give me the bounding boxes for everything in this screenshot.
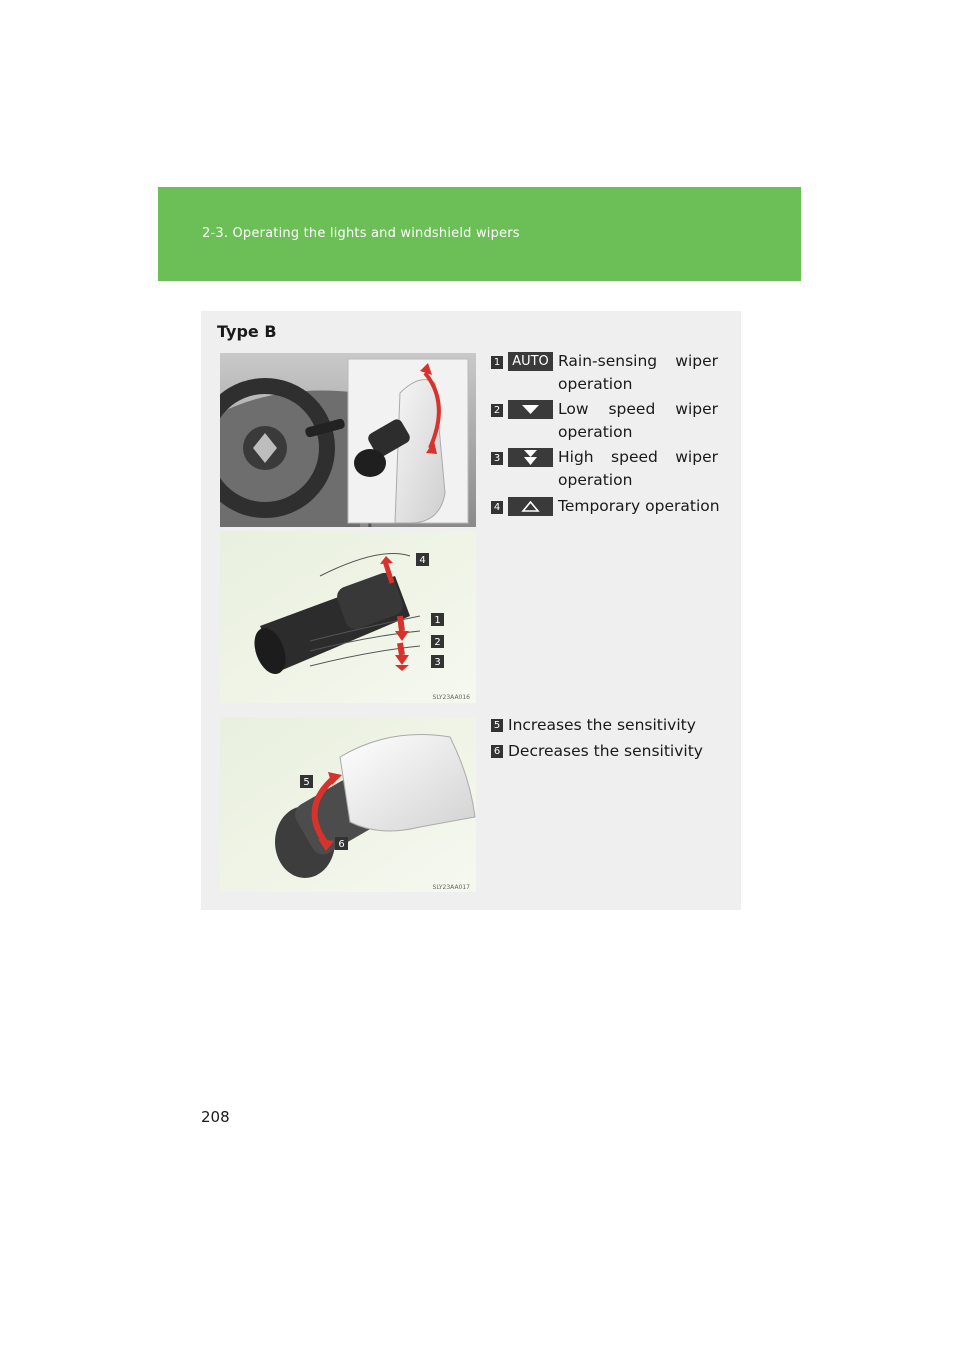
double-triangle-down-icon xyxy=(508,448,553,467)
sensitivity-ring-figure xyxy=(220,717,476,892)
auto-label: AUTO xyxy=(508,352,553,371)
item-description: Rain-sensing wiper operation xyxy=(558,352,718,393)
item-number: 6 xyxy=(491,745,503,758)
item-description: Increases the sensitivity xyxy=(508,716,696,734)
item-number: 4 xyxy=(491,501,503,514)
dashboard-figure xyxy=(220,353,476,527)
item-description: Low speed wiper operation xyxy=(558,400,718,441)
svg-text:6: 6 xyxy=(338,839,345,850)
item-number: 5 xyxy=(491,719,503,732)
item-description: Temporary operation xyxy=(558,497,720,515)
svg-text:2: 2 xyxy=(434,637,441,648)
item-number: 1 xyxy=(491,356,503,369)
item-number: 2 xyxy=(491,404,503,417)
lever-diagram-figure xyxy=(220,531,476,703)
svg-text:5: 5 xyxy=(303,777,310,788)
item-number: 3 xyxy=(491,452,503,465)
triangle-down-icon xyxy=(508,400,553,419)
page-number: 208 xyxy=(201,1108,230,1126)
svg-text:3: 3 xyxy=(434,657,441,668)
svg-text:1: 1 xyxy=(434,615,441,626)
section-title: 2-3. Operating the lights and windshield wipers xyxy=(202,226,520,241)
wiper-item-temporary xyxy=(491,497,721,520)
wiper-item-high xyxy=(491,448,721,494)
ring-figure-code: SLY23AA017 xyxy=(432,884,470,891)
section-header-bar xyxy=(158,187,801,281)
lever-figure-code: SLY23AA016 xyxy=(432,694,470,701)
item-description: High speed wiper operation xyxy=(558,448,718,489)
type-title: Type B xyxy=(217,322,277,341)
svg-text:4: 4 xyxy=(419,555,426,566)
item-description: Decreases the sensitivity xyxy=(508,742,703,760)
triangle-up-outline-icon xyxy=(508,497,553,516)
wiper-item-low xyxy=(491,400,721,446)
wiper-item-auto xyxy=(491,352,721,398)
